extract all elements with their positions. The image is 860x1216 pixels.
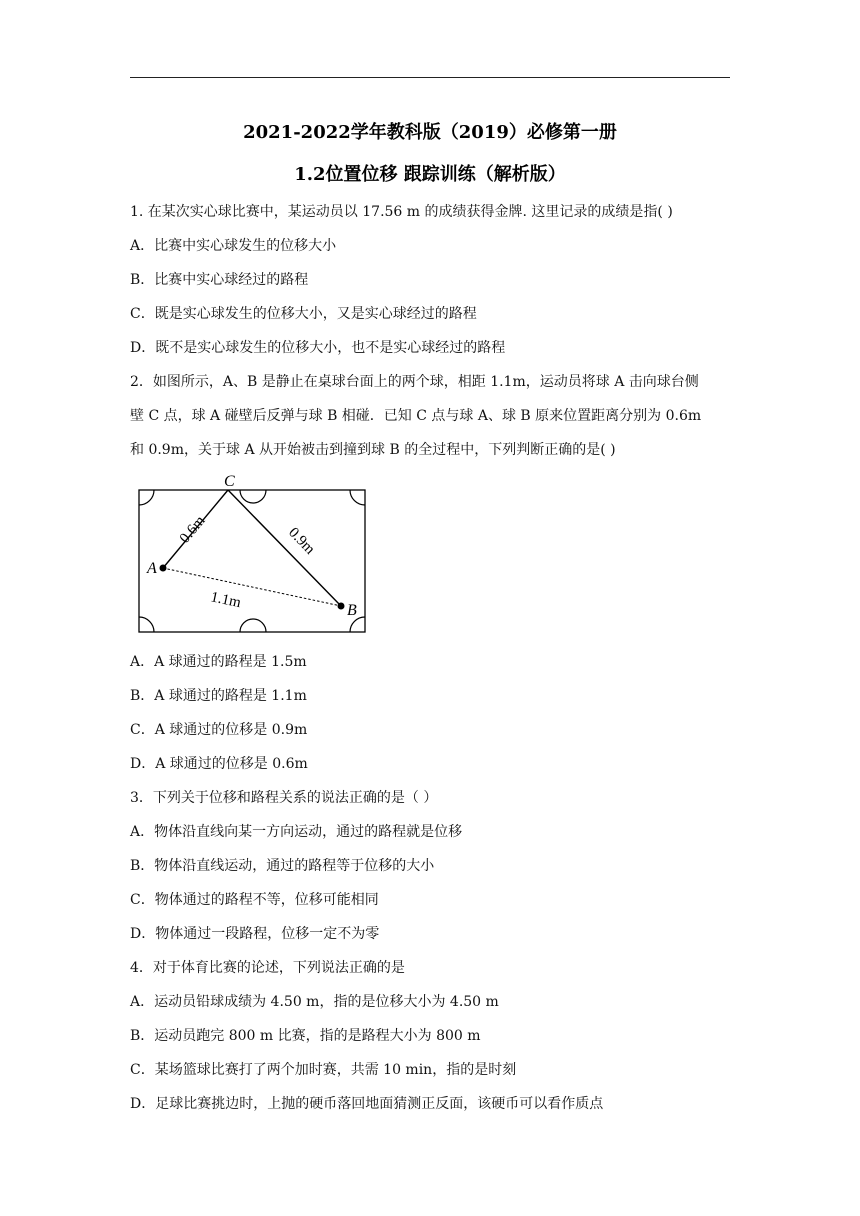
pocket-top-left (139, 490, 154, 505)
pocket-bottom-middle (240, 619, 266, 632)
pocket-top-right (350, 490, 365, 505)
question-2-option-d: D．A 球通过的位移是 0.6m (130, 756, 308, 772)
question-1-option-b: B．比赛中实心球经过的路程 (130, 272, 309, 288)
pocket-top-middle (240, 490, 266, 503)
question-4-stem: 4．对于体育比赛的论述，下列说法正确的是 (130, 960, 405, 976)
question-2-stem-line-2: 壁 C 点，球 A 碰壁后反弹与球 B 相碰．已知 C 点与球 A、球 B 原来位置距离分别为 0.6m (130, 408, 702, 424)
question-3-option-a: A．物体沿直线向某一方向运动，通过的路程就是位移 (130, 824, 463, 840)
document-title: 2021-2022学年教科版（2019）必修第一册 (243, 122, 617, 143)
label-point-a: A (147, 560, 157, 577)
question-4-option-b: B．运动员跑完 800 m 比赛，指的是路程大小为 800 m (130, 1028, 481, 1044)
table-border (139, 490, 365, 632)
ball-b (338, 603, 345, 610)
question-1-option-c: C．既是实心球发生的位移大小，又是实心球经过的路程 (130, 306, 477, 322)
question-2-option-c: C．A 球通过的位移是 0.9m (130, 722, 308, 738)
question-2-option-b: B．A 球通过的路程是 1.1m (130, 688, 307, 704)
question-1-option-d: D．既不是实心球发生的位移大小，也不是实心球经过的路程 (130, 340, 506, 356)
header-rule (130, 77, 730, 78)
segment-cb (228, 490, 341, 606)
question-4-option-a: A．运动员铅球成绩为 4.50 m，指的是位移大小为 4.50 m (130, 994, 499, 1010)
segment-ab-dashed (163, 568, 341, 606)
question-3-option-d: D．物体通过一段路程，位移一定不为零 (130, 926, 380, 942)
question-3-stem: 3．下列关于位移和路程关系的说法正确的是（ ） (130, 790, 438, 806)
pocket-bottom-right (350, 617, 365, 632)
pocket-bottom-left (139, 617, 154, 632)
label-distance-ac: 0.6m (176, 512, 209, 547)
billiard-table-figure (130, 470, 380, 640)
question-4-option-c: C．某场篮球比赛打了两个加时赛，共需 10 min，指的是时刻 (130, 1062, 517, 1078)
question-4-option-d: D．足球比赛挑边时，上抛的硬币落回地面猜测正反面，该硬币可以看作质点 (130, 1096, 604, 1112)
document-subtitle: 1.2位置位移 跟踪训练（解析版） (294, 164, 566, 185)
question-3-option-b: B．物体沿直线运动，通过的路程等于位移的大小 (130, 858, 435, 874)
label-distance-ab: 1.1m (209, 589, 243, 612)
label-point-b: B (347, 602, 357, 619)
ball-a (160, 565, 167, 572)
label-distance-cb: 0.9m (285, 524, 318, 558)
question-1-option-a: A．比赛中实心球发生的位移大小 (130, 238, 337, 254)
question-3-option-c: C．物体通过的路程不等，位移可能相同 (130, 892, 379, 908)
question-2-option-a: A．A 球通过的路程是 1.5m (130, 654, 307, 670)
question-1-stem: 1. 在某次实心球比赛中，某运动员以 17.56 m 的成绩获得金牌. 这里记录的成绩是指( ) (130, 204, 673, 220)
question-2-stem-line-3: 和 0.9m，关于球 A 从开始被击到撞到球 B 的全过程中，下列判断正确的是( ) (130, 442, 616, 458)
label-point-c: C (224, 473, 235, 490)
question-2-stem-line-1: 2．如图所示，A、B 是静止在桌球台面上的两个球，相距 1.1m，运动员将球 A 击向球台侧 (130, 374, 699, 390)
